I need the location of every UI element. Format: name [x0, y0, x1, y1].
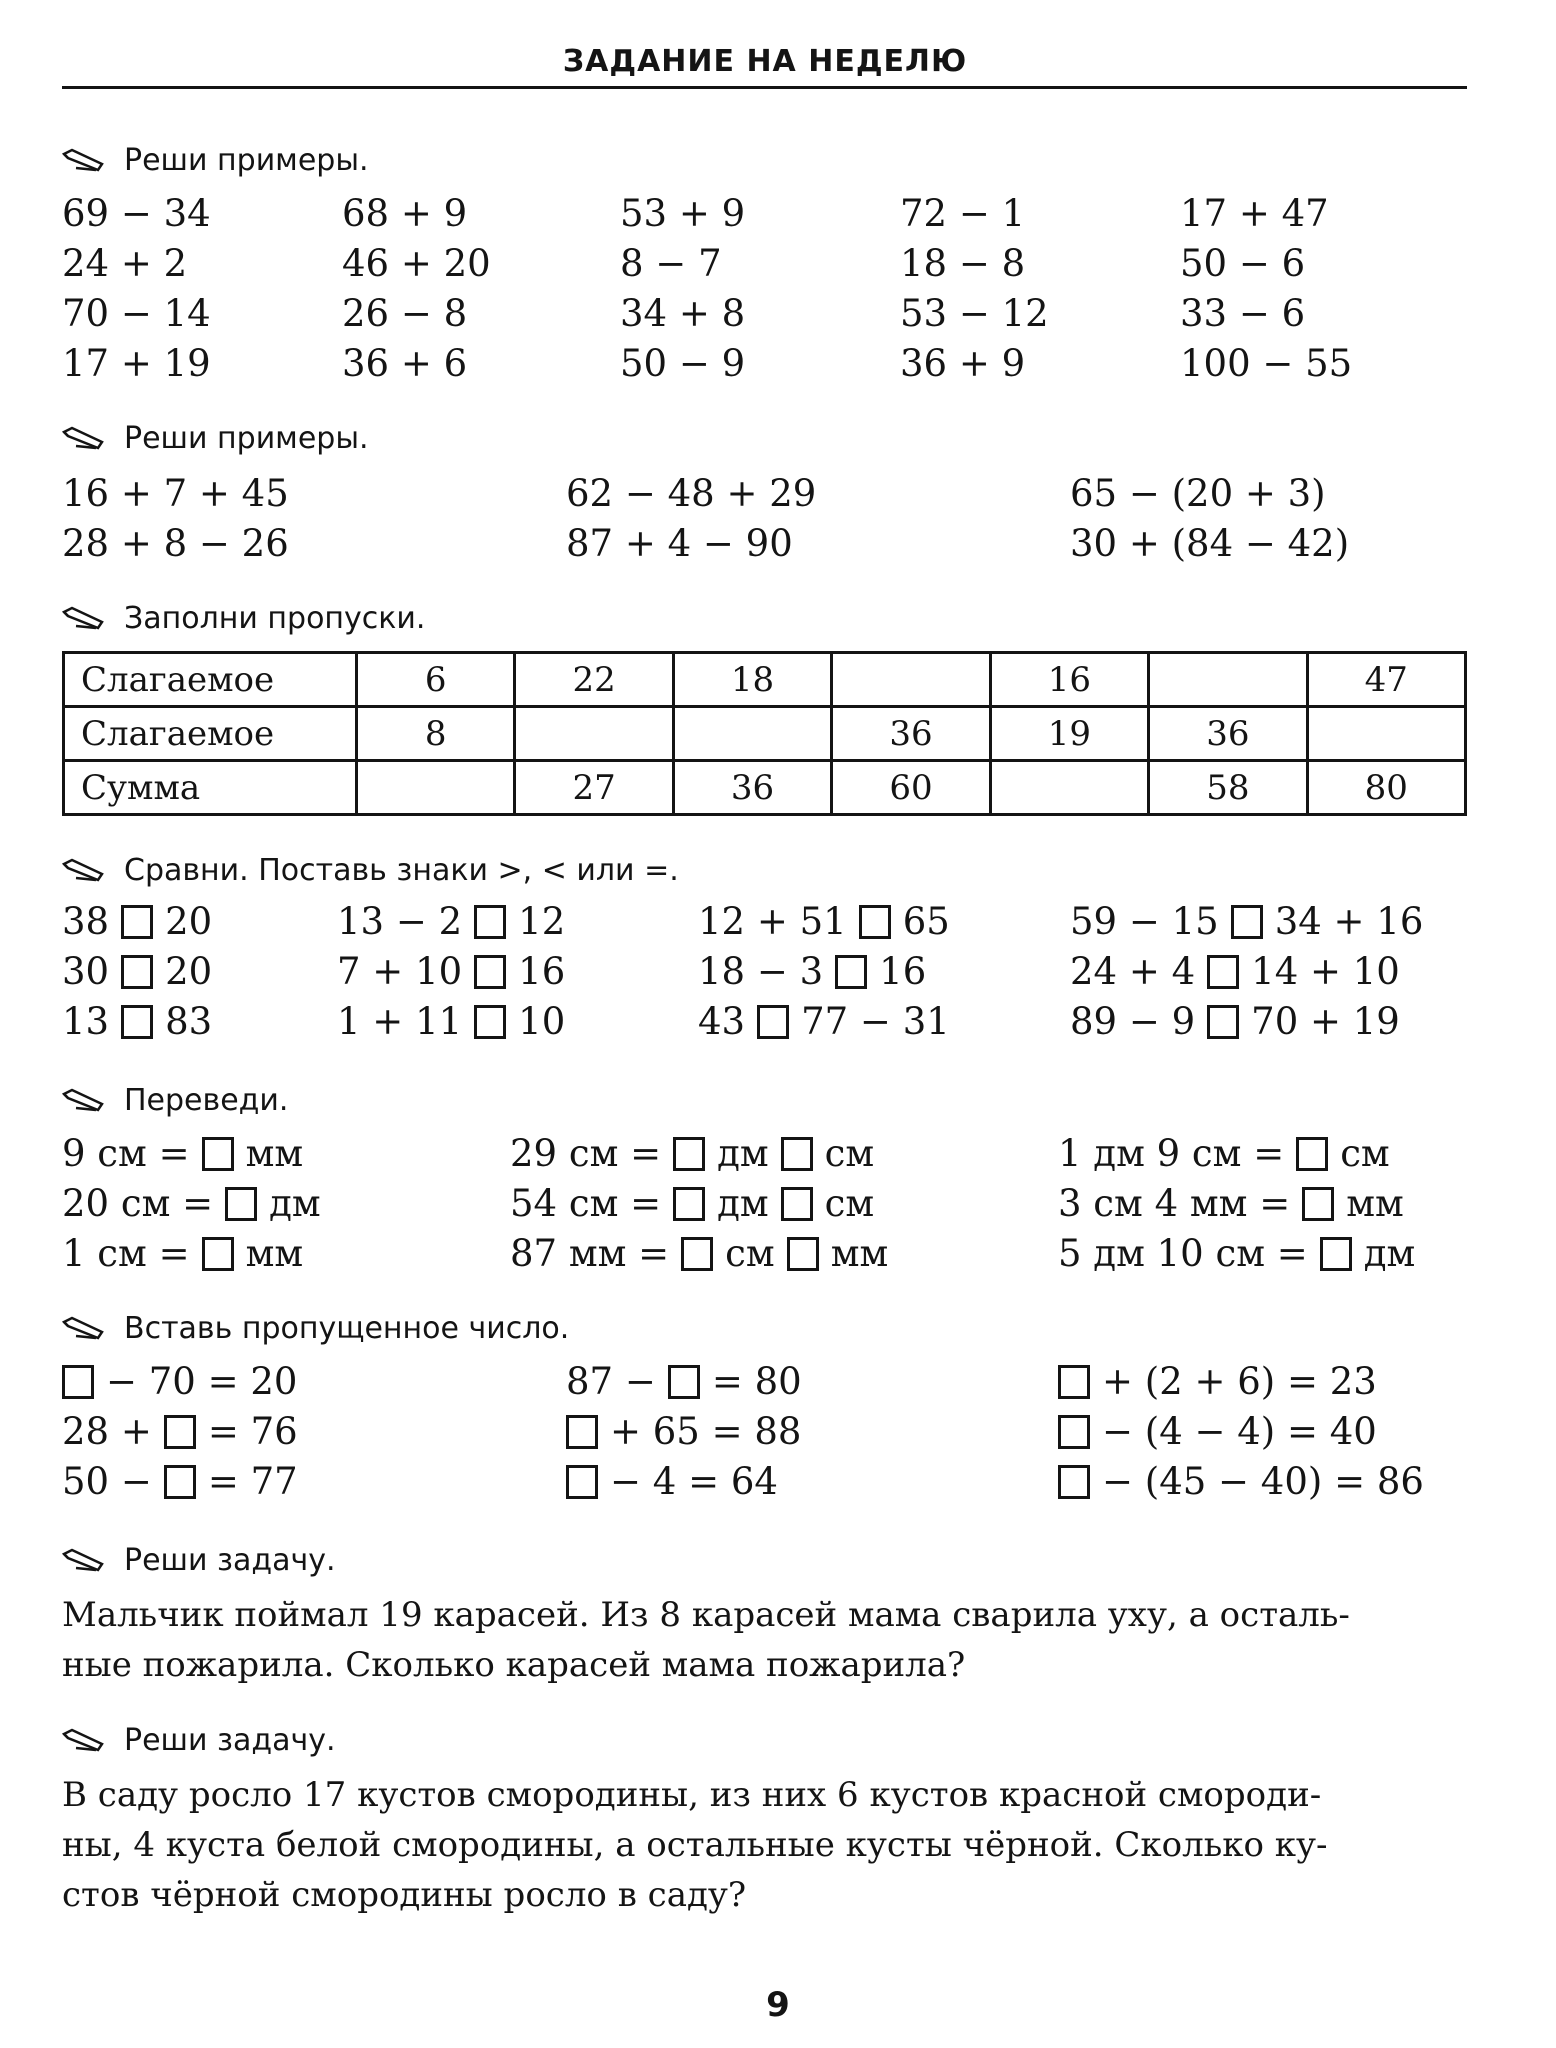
table-row — [64, 707, 1466, 761]
right-expr: 65 — [902, 900, 950, 943]
right-expr: 16 — [879, 950, 927, 993]
measure: 3 см 4 мм = — [1058, 1182, 1291, 1225]
left-expr: 7 + 10 — [337, 950, 463, 993]
missing-item — [62, 1358, 297, 1406]
unit: мм — [245, 1232, 304, 1275]
measure: 5 дм 10 см = — [1058, 1232, 1308, 1275]
heading-text: Реши задачу. — [124, 1542, 336, 1578]
answer-box[interactable] — [673, 1137, 705, 1171]
right-expr: 34 + 16 — [1274, 900, 1424, 943]
answer-box[interactable] — [121, 955, 153, 989]
example: 69 − 34 — [62, 192, 211, 235]
compare-item — [62, 898, 212, 946]
expr-end: + (2 + 6) = 23 — [1102, 1360, 1377, 1403]
missing-item — [566, 1358, 802, 1406]
compare-item — [62, 998, 212, 1046]
word-problem — [62, 1590, 1467, 1690]
table-cell[interactable] — [990, 761, 1148, 815]
answer-box[interactable] — [121, 905, 153, 939]
section-heading — [62, 1080, 288, 1120]
right-expr: 12 — [518, 900, 566, 943]
title-rule — [62, 86, 1467, 89]
heading-text: Заполни пропуски. — [124, 600, 426, 636]
example-row — [62, 340, 1482, 388]
table-cell[interactable]: 16 — [990, 653, 1148, 707]
unit: см — [725, 1232, 775, 1275]
table-cell[interactable]: 22 — [515, 653, 673, 707]
example: 36 + 9 — [900, 342, 1026, 385]
compare-item — [698, 998, 950, 1046]
unit: дм — [717, 1182, 769, 1225]
word-problem — [62, 1770, 1467, 1920]
expr-end: = 76 — [207, 1410, 298, 1453]
answer-box[interactable] — [1058, 1415, 1090, 1449]
problem-line: ны, 4 куста белой смородины, а остальные кусты чёрной. Сколько ку- — [62, 1825, 1328, 1865]
missing-row — [62, 1358, 1482, 1406]
pencil-icon — [62, 1548, 106, 1572]
unit: мм — [1346, 1182, 1404, 1225]
answer-box[interactable] — [681, 1237, 713, 1271]
unit: дм — [269, 1182, 321, 1225]
compare-row — [62, 898, 1482, 946]
answer-box[interactable] — [781, 1187, 813, 1221]
right-expr: 70 + 19 — [1251, 1000, 1400, 1043]
answer-box[interactable] — [566, 1415, 598, 1449]
section-heading — [62, 598, 425, 638]
table-cell[interactable]: 60 — [832, 761, 990, 815]
answer-box[interactable] — [1058, 1365, 1090, 1399]
measure: 20 см = — [62, 1182, 214, 1225]
answer-box[interactable] — [787, 1237, 819, 1271]
right-expr: 16 — [518, 950, 566, 993]
example: 50 − 9 — [620, 342, 746, 385]
example: 68 + 9 — [342, 192, 468, 235]
section-heading — [62, 140, 369, 180]
example: 72 − 1 — [900, 192, 1026, 235]
expr-end: − (4 − 4) = 40 — [1102, 1410, 1377, 1453]
answer-box[interactable] — [835, 955, 867, 989]
example: 33 − 6 — [1180, 292, 1306, 335]
unit: см — [1340, 1132, 1390, 1175]
heading-text: Сравни. Поставь знаки >, < или =. — [124, 852, 679, 888]
example-row — [62, 470, 1482, 518]
unit: мм — [830, 1232, 889, 1275]
row-label: Слагаемое — [64, 707, 357, 761]
missing-item — [62, 1408, 298, 1456]
convert-item — [62, 1180, 321, 1228]
problem-line: Мальчик поймал 19 карасей. Из 8 карасей мама сварила уху, а осталь- — [62, 1595, 1350, 1635]
unit: мм — [245, 1132, 304, 1175]
example: 34 + 8 — [620, 292, 746, 335]
answer-box[interactable] — [668, 1365, 700, 1399]
missing-item — [1058, 1458, 1424, 1506]
fill-gaps-table — [62, 651, 1467, 816]
page-number: 9 — [766, 1985, 790, 2025]
table-row — [64, 761, 1466, 815]
answer-box[interactable] — [757, 1005, 789, 1039]
compare-item — [337, 998, 565, 1046]
measure: 54 см = — [510, 1182, 662, 1225]
missing-item — [566, 1458, 778, 1506]
table-cell[interactable]: 80 — [1307, 761, 1465, 815]
pencil-icon — [62, 426, 106, 450]
row-label: Сумма — [64, 761, 357, 815]
answer-box[interactable] — [566, 1465, 598, 1499]
table-cell[interactable] — [515, 707, 673, 761]
answer-box[interactable] — [781, 1137, 813, 1171]
left-expr: 1 + 11 — [337, 1000, 463, 1043]
right-expr: 83 — [165, 1000, 213, 1043]
convert-item — [510, 1130, 874, 1178]
expr-start: 50 − — [62, 1460, 152, 1503]
measure: 87 мм = — [510, 1232, 670, 1275]
answer-box[interactable] — [164, 1415, 196, 1449]
compare-item — [337, 948, 565, 996]
answer-box[interactable] — [62, 1365, 94, 1399]
measure: 9 см = — [62, 1132, 190, 1175]
left-expr: 43 — [698, 1000, 746, 1043]
convert-row — [62, 1130, 1482, 1178]
right-expr: 10 — [518, 1000, 566, 1043]
expr-start: 28 + — [62, 1410, 152, 1453]
table-cell[interactable] — [673, 707, 831, 761]
row-label: Слагаемое — [64, 653, 357, 707]
section-heading — [62, 1540, 336, 1580]
expr-end: − 70 = 20 — [106, 1360, 298, 1403]
table-cell[interactable] — [1149, 653, 1307, 707]
missing-item — [1058, 1358, 1377, 1406]
example: 46 + 20 — [342, 242, 491, 285]
convert-item — [62, 1230, 303, 1278]
answer-box[interactable] — [1058, 1465, 1090, 1499]
left-expr: 24 + 4 — [1070, 950, 1196, 993]
measure: 1 дм 9 см = — [1058, 1132, 1285, 1175]
expr-end: − (45 − 40) = 86 — [1102, 1460, 1424, 1503]
compare-item — [62, 948, 212, 996]
answer-box[interactable] — [859, 905, 891, 939]
expr-end: = 80 — [711, 1360, 802, 1403]
convert-item — [1058, 1130, 1390, 1178]
table-cell[interactable]: 18 — [673, 653, 831, 707]
answer-box[interactable] — [202, 1137, 234, 1171]
convert-item — [62, 1130, 303, 1178]
table-cell[interactable]: 8 — [357, 707, 515, 761]
compare-item — [337, 898, 565, 946]
answer-box[interactable] — [1320, 1237, 1352, 1271]
heading-text: Вставь пропущенное число. — [124, 1310, 570, 1346]
answer-box[interactable] — [225, 1187, 257, 1221]
compare-row — [62, 998, 1482, 1046]
answer-box[interactable] — [1231, 905, 1263, 939]
example-row — [62, 240, 1482, 288]
convert-row — [62, 1180, 1482, 1228]
compare-item — [1070, 998, 1400, 1046]
unit: дм — [717, 1132, 769, 1175]
table-cell[interactable] — [832, 653, 990, 707]
table-cell[interactable]: 6 — [357, 653, 515, 707]
table-cell[interactable] — [357, 761, 515, 815]
pencil-icon — [62, 1088, 106, 1112]
left-expr: 89 − 9 — [1070, 1000, 1196, 1043]
example: 28 + 8 − 26 — [62, 522, 289, 565]
example: 8 − 7 — [620, 242, 722, 285]
compare-row — [62, 948, 1482, 996]
convert-row — [62, 1230, 1482, 1278]
answer-box[interactable] — [1207, 1005, 1239, 1039]
problem-line: ные пожарила. Сколько карасей мама пожарила? — [62, 1645, 966, 1685]
left-expr: 12 + 51 — [698, 900, 847, 943]
table-cell[interactable]: 27 — [515, 761, 673, 815]
left-expr: 13 − 2 — [337, 900, 463, 943]
unit: см — [824, 1132, 875, 1175]
table-cell[interactable]: 58 — [1149, 761, 1307, 815]
convert-item — [510, 1180, 874, 1228]
table-row — [64, 653, 1466, 707]
pencil-icon — [62, 1728, 106, 1752]
example-row — [62, 290, 1482, 338]
example: 24 + 2 — [62, 242, 188, 285]
compare-item — [698, 948, 926, 996]
left-expr: 18 − 3 — [698, 950, 824, 993]
left-expr: 30 — [62, 950, 110, 993]
example: 17 + 19 — [62, 342, 211, 385]
answer-box[interactable] — [1302, 1187, 1334, 1221]
example: 65 − (20 + 3) — [1070, 472, 1326, 515]
unit: см — [824, 1182, 875, 1225]
expr-end: + 65 = 88 — [610, 1410, 802, 1453]
answer-box[interactable] — [202, 1237, 234, 1271]
expr-end: = 77 — [207, 1460, 298, 1503]
table-cell[interactable]: 47 — [1307, 653, 1465, 707]
heading-text: Переведи. — [124, 1082, 289, 1118]
convert-item — [1058, 1230, 1415, 1278]
example: 53 + 9 — [620, 192, 746, 235]
example: 36 + 6 — [342, 342, 468, 385]
table-cell[interactable]: 19 — [990, 707, 1148, 761]
pencil-icon — [62, 148, 106, 172]
heading-text: Реши примеры. — [124, 142, 369, 178]
example: 50 − 6 — [1180, 242, 1306, 285]
compare-item — [1070, 948, 1400, 996]
answer-box[interactable] — [474, 955, 506, 989]
example: 87 + 4 − 90 — [566, 522, 793, 565]
heading-text: Реши задачу. — [124, 1722, 336, 1758]
answer-box[interactable] — [1207, 955, 1239, 989]
convert-item — [1058, 1180, 1404, 1228]
pencil-icon — [62, 858, 106, 882]
example: 30 + (84 − 42) — [1070, 522, 1350, 565]
answer-box[interactable] — [121, 1005, 153, 1039]
left-expr: 59 − 15 — [1070, 900, 1219, 943]
section-heading — [62, 1308, 569, 1348]
right-expr: 77 − 31 — [801, 1000, 950, 1043]
answer-box[interactable] — [1296, 1137, 1328, 1171]
measure: 1 см = — [62, 1232, 190, 1275]
pencil-icon — [62, 1316, 106, 1340]
pencil-icon — [62, 606, 106, 630]
example: 53 − 12 — [900, 292, 1049, 335]
missing-row — [62, 1458, 1482, 1506]
missing-item — [62, 1458, 298, 1506]
section-heading — [62, 850, 679, 890]
unit: дм — [1363, 1232, 1416, 1275]
example: 62 − 48 + 29 — [566, 472, 817, 515]
missing-row — [62, 1408, 1482, 1456]
left-expr: 38 — [62, 900, 110, 943]
problem-line: стов чёрной смородины росло в саду? — [62, 1875, 747, 1915]
table-cell[interactable]: 36 — [832, 707, 990, 761]
missing-item — [566, 1408, 801, 1456]
measure: 29 см = — [510, 1132, 662, 1175]
table-cell[interactable]: 36 — [1149, 707, 1307, 761]
compare-item — [1070, 898, 1423, 946]
example: 17 + 47 — [1180, 192, 1329, 235]
example: 100 − 55 — [1180, 342, 1353, 385]
compare-item — [698, 898, 950, 946]
right-expr: 14 + 10 — [1251, 950, 1400, 993]
page-title: ЗАДАНИЕ НА НЕДЕЛЮ — [562, 44, 968, 79]
section-heading — [62, 1720, 336, 1760]
left-expr: 13 — [62, 1000, 110, 1043]
answer-box[interactable] — [474, 1005, 506, 1039]
table-cell[interactable]: 36 — [673, 761, 831, 815]
example: 70 − 14 — [62, 292, 211, 335]
answer-box[interactable] — [164, 1465, 196, 1499]
right-expr: 20 — [165, 900, 213, 943]
right-expr: 20 — [165, 950, 213, 993]
example: 26 − 8 — [342, 292, 468, 335]
example: 18 − 8 — [900, 242, 1026, 285]
expr-start: 87 − — [566, 1360, 656, 1403]
answer-box[interactable] — [673, 1187, 705, 1221]
example-row — [62, 520, 1482, 568]
table-cell[interactable] — [1307, 707, 1465, 761]
heading-text: Реши примеры. — [124, 420, 369, 456]
example-row — [62, 190, 1482, 238]
problem-line: В саду росло 17 кустов смородины, из них 6 кустов красной смороди- — [62, 1775, 1322, 1815]
answer-box[interactable] — [474, 905, 506, 939]
expr-end: − 4 = 64 — [610, 1460, 778, 1503]
convert-item — [510, 1230, 888, 1278]
example: 16 + 7 + 45 — [62, 472, 289, 515]
section-heading — [62, 418, 369, 458]
missing-item — [1058, 1408, 1377, 1456]
